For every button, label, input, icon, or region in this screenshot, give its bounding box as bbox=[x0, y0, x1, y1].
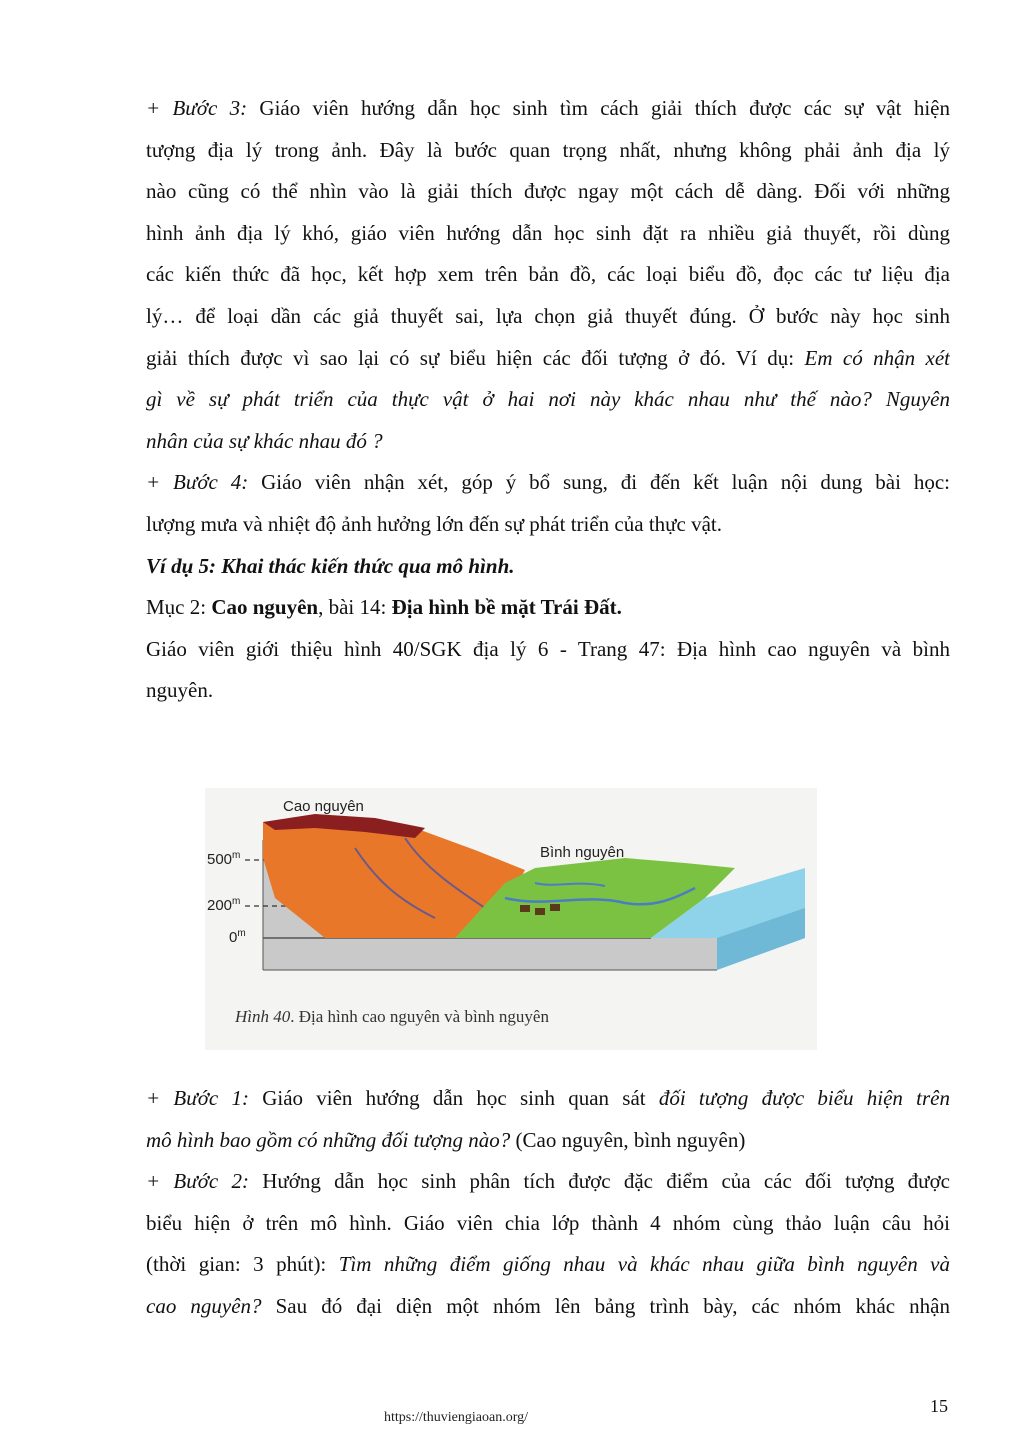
step4-line-2: lượng mưa và nhiệt độ ảnh hưởng lớn đến sự phát triển của thực vật. bbox=[146, 511, 723, 536]
step1-label: + Bước 1: bbox=[146, 1086, 249, 1110]
tick-500: 500$^m$ bbox=[207, 850, 241, 868]
step1-line-2: mô hình bao gồm có những đối tượng nào? (Cao nguyên, bình nguyên) bbox=[146, 1127, 746, 1152]
step2-line-2: biểu hiện ở trên mô hình. Giáo viên chia lớp thành 4 nhóm cùng thảo luận câu hỏi bbox=[146, 1210, 950, 1235]
section-line: Mục 2: Cao nguyên, bài 14: Địa hình bề mặt Trái Đất. bbox=[146, 595, 622, 620]
intro-line-2: nguyên. bbox=[146, 678, 214, 703]
terrain-figure bbox=[205, 788, 817, 1050]
label-plain: Bình nguyên bbox=[540, 844, 625, 861]
intro-line-1: Giáo viên giới thiệu hình 40/SGK địa lý 6 - Trang 47: Địa hình cao nguyên và bình bbox=[146, 636, 950, 661]
tick-0: 0$^m$ bbox=[229, 928, 246, 946]
step3-line-5: các kiến thức đã học, kết hợp xem trên bản đồ, các loại biểu đồ, đọc các tư liệu địa bbox=[146, 262, 950, 287]
bottom-text-block bbox=[146, 1078, 950, 1328]
step2-line-3: (thời gian: 3 phút): Tìm những điểm giống nhau và khác nhau giữa bình nguyên và bbox=[146, 1252, 950, 1277]
step1-line-1: + Bước 1: Giáo viên hướng dẫn học sinh quan sát đối tượng được biểu hiện trên bbox=[146, 1086, 950, 1110]
step3-line-2: tượng địa lý trong ảnh. Đây là bước quan trọng nhất, nhưng không phải ảnh địa lý bbox=[146, 137, 950, 162]
step3-line-4: hình ảnh địa lý khó, giáo viên hướng dẫn học sinh đặt ra nhiều giả thuyết, rồi dùng bbox=[146, 220, 950, 245]
step4-label: + Bước 4: bbox=[146, 470, 249, 495]
step3-line-7: giải thích được vì sao lại có sự biểu hiện các đối tượng ở đó. Ví dụ: Em có nhận xét bbox=[146, 345, 950, 370]
step2-line-4: cao nguyên? Sau đó đại diện một nhóm lên bảng trình bày, các nhóm khác nhận bbox=[146, 1293, 950, 1318]
step3-line-6: lý… để loại dần các giả thuyết sai, lựa chọn giả thuyết đúng. Ở bước này học sinh bbox=[146, 303, 950, 328]
step2-label: + Bước 2: bbox=[146, 1169, 249, 1194]
step3-line-1: + Bước 3: Giáo viên hướng dẫn học sinh tìm cách giải thích được các sự vật hiện bbox=[146, 96, 950, 120]
step4-line-1: + Bước 4: Giáo viên nhận xét, góp ý bổ sung, đi đến kết luận nội dung bài học: bbox=[146, 470, 950, 495]
step3-line-9: nhân của sự khác nhau đó ? bbox=[146, 428, 383, 453]
tick-200: 200$^m$ bbox=[207, 896, 241, 914]
top-text-block bbox=[146, 88, 950, 712]
step2-line-1: + Bước 2: Hướng dẫn học sinh phân tích được đặc điểm của các đối tượng được bbox=[146, 1169, 950, 1194]
step3-line-3: nào cũng có thể nhìn vào là giải thích được ngay một cách dễ dàng. Đối với những bbox=[146, 179, 950, 204]
figure-caption: Hình 40. Địa hình cao nguyên và bình nguyên bbox=[235, 1007, 549, 1026]
step3-line-8: gì về sự phát triển của thực vật ở hai nơi này khác nhau như thế nào? Nguyên bbox=[146, 387, 950, 412]
step3-label: + Bước 3: bbox=[146, 96, 248, 120]
example-heading: Ví dụ 5: Khai thác kiến thức qua mô hình. bbox=[146, 553, 515, 578]
footer-url[interactable]: https://thuviengiaoan.org/ bbox=[384, 1410, 529, 1425]
page-number: 15 bbox=[930, 1396, 948, 1416]
label-plateau: Cao nguyên bbox=[283, 798, 364, 815]
